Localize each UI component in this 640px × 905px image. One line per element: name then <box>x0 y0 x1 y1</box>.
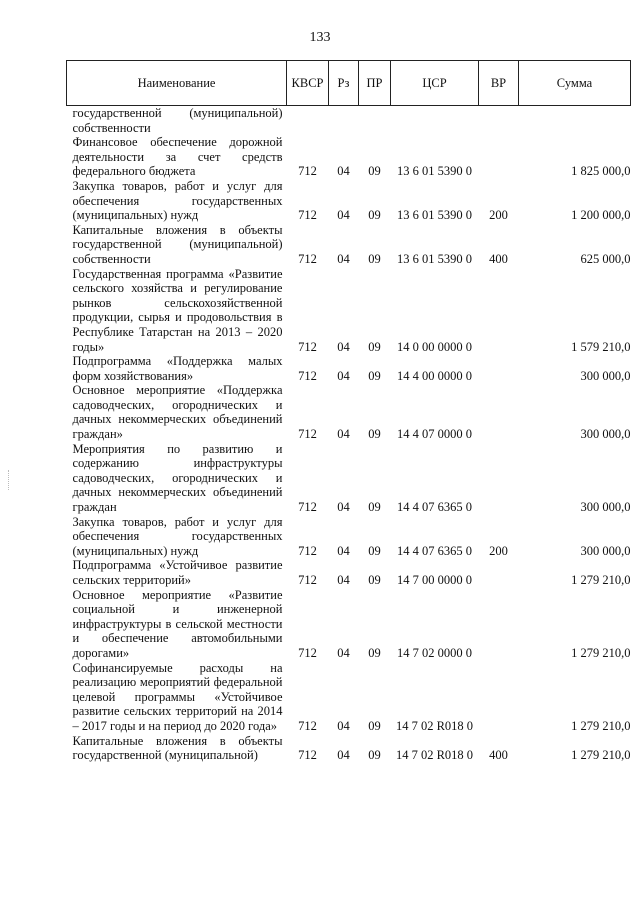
cell-rz: 04 <box>337 718 350 733</box>
cell-pr: 09 <box>368 368 381 383</box>
cell-csr: 14 4 07 0000 0 <box>397 427 472 442</box>
cell-rz: 04 <box>337 573 350 587</box>
cell-vr: 400 <box>489 251 508 266</box>
table-header <box>67 61 631 106</box>
cell-rz: 04 <box>337 339 350 354</box>
cell-name: Финансовое обеспечение дорожной деятельности за счет средств федерального бюджета <box>72 135 283 179</box>
cell-csr: 13 6 01 5390 0 <box>397 208 472 223</box>
cell-csr: 13 6 01 5390 0 <box>397 164 472 179</box>
cell-csr: 14 4 07 6365 0 <box>397 543 472 558</box>
cell-sum: 300 000,0 <box>580 368 631 383</box>
cell-kvsr: 712 <box>298 164 317 179</box>
cell-rz: 04 <box>337 748 350 763</box>
cell-csr: 14 4 00 0000 0 <box>397 368 472 383</box>
page-number: 133 <box>309 30 331 45</box>
cell-rz: 04 <box>337 164 350 179</box>
table-row <box>67 223 631 267</box>
table-row <box>67 106 631 136</box>
budget-table <box>66 60 631 763</box>
cell-vr <box>479 106 519 136</box>
cell-rz: 04 <box>337 427 350 442</box>
cell-kvsr: 712 <box>298 645 317 660</box>
cell-rz: 04 <box>337 368 350 383</box>
cell-sum <box>519 106 631 136</box>
cell-vr <box>479 558 519 587</box>
cell-vr <box>479 588 519 661</box>
cell-vr <box>479 442 519 515</box>
cell-csr: 14 7 02 0000 0 <box>397 645 472 660</box>
cell-name: Основное мероприятие «Развитие социальной и инженерной инфраструктуры в сельской местности и обеспечение автомобильными дорогами» <box>72 587 283 660</box>
cell-sum: 1 279 210,0 <box>571 645 631 660</box>
cell-vr <box>479 267 519 355</box>
cell-name: Подпрограмма «Поддержка малых форм хозяйствования» <box>72 354 283 383</box>
cell-sum: 300 000,0 <box>580 427 631 442</box>
cell-csr: 14 7 00 0000 0 <box>397 573 472 587</box>
cell-kvsr: 712 <box>298 748 317 763</box>
cell-pr: 09 <box>368 718 381 733</box>
cell-name: Государственная программа «Развитие сельского хозяйства и регулирование рынков сельскохозяйственной продукции, сырья и продовольствия в Республике Татарстан на 2013 – 2020 годы» <box>72 266 283 354</box>
cell-sum: 1 825 000,0 <box>571 164 631 179</box>
cell-pr <box>359 106 391 136</box>
cell-vr: 200 <box>489 543 508 558</box>
table-row <box>67 383 631 441</box>
cell-rz: 04 <box>337 543 350 558</box>
cell-kvsr: 712 <box>298 339 317 354</box>
cell-pr: 09 <box>368 748 381 763</box>
cell-csr: 14 7 02 R018 0 <box>395 718 474 733</box>
cell-vr <box>479 135 519 179</box>
cell-pr: 09 <box>368 573 381 587</box>
cell-kvsr: 712 <box>298 573 317 587</box>
table-row <box>67 558 631 587</box>
cell-name: Основное мероприятие «Поддержка садоводческих, огороднических и дачных некоммерческих объединений граждан» <box>72 383 283 442</box>
cell-pr: 09 <box>368 543 381 558</box>
cell-name: Закупка товаров, работ и услуг для обеспечения государственных (муниципальных) нужд <box>72 178 283 223</box>
cell-pr: 09 <box>368 427 381 442</box>
cell-vr <box>479 383 519 441</box>
cell-rz: 04 <box>337 208 350 223</box>
cell-rz: 04 <box>337 251 350 266</box>
cell-sum: 1 579 210,0 <box>571 339 631 354</box>
cell-vr: 400 <box>489 748 508 763</box>
cell-name: Подпрограмма «Устойчивое развитие сельских территорий» <box>72 558 283 587</box>
cell-csr: 13 6 01 5390 0 <box>397 251 472 266</box>
header-kvsr: КВСР <box>287 61 329 106</box>
cell-sum: 1 200 000,0 <box>571 208 631 223</box>
cell-pr: 09 <box>368 251 381 266</box>
cell-pr: 09 <box>368 645 381 660</box>
table-row <box>67 179 631 223</box>
cell-vr: 200 <box>489 208 508 223</box>
cell-csr: 14 0 00 0000 0 <box>397 339 472 354</box>
cell-pr: 09 <box>368 164 381 179</box>
cell-sum: 625 000,0 <box>580 251 631 266</box>
cell-kvsr: 712 <box>298 543 317 558</box>
table-row <box>67 267 631 355</box>
cell-pr: 09 <box>368 208 381 223</box>
cell-rz: 04 <box>337 500 350 515</box>
table-row <box>67 661 631 734</box>
table-row <box>67 515 631 559</box>
table-row <box>67 135 631 179</box>
cell-kvsr: 712 <box>298 500 317 515</box>
scan-margin-mark <box>8 470 10 490</box>
cell-sum: 300 000,0 <box>580 543 631 558</box>
cell-name: Софинансируемые расходы на реализацию мероприятий федеральной целевой программы «Устойчивое развитие сельских территорий на 2014 – 2017 годы и на период до 2020 года» <box>72 660 283 733</box>
cell-name: Мероприятия по развитию и содержанию инфраструктуры садоводческих, огороднических и дачных некоммерческих объединений граждан <box>72 441 283 515</box>
cell-name: Капитальные вложения в объекты государственной (муниципальной) <box>72 733 283 763</box>
table-row <box>67 442 631 515</box>
cell-name: государственной (муниципальной) собственности <box>72 106 283 135</box>
cell-csr <box>391 106 479 136</box>
cell-kvsr: 712 <box>298 427 317 442</box>
cell-sum: 1 279 210,0 <box>571 748 631 763</box>
cell-rz: 04 <box>337 645 350 660</box>
cell-sum: 1 279 210,0 <box>571 718 631 733</box>
cell-vr <box>479 354 519 383</box>
header-sum: Сумма <box>519 61 631 106</box>
cell-kvsr: 712 <box>298 718 317 733</box>
cell-pr: 09 <box>368 339 381 354</box>
cell-vr <box>479 661 519 734</box>
table-row <box>67 734 631 763</box>
cell-rz <box>329 106 359 136</box>
header-name: Наименование <box>67 61 287 106</box>
cell-kvsr: 712 <box>298 251 317 266</box>
cell-kvsr: 712 <box>298 368 317 383</box>
table-row <box>67 588 631 661</box>
header-pr: ПР <box>359 61 391 106</box>
header-rz: Рз <box>329 61 359 106</box>
cell-sum: 1 279 210,0 <box>571 573 631 587</box>
header-vr: ВР <box>479 61 519 106</box>
cell-kvsr <box>287 106 329 136</box>
cell-csr: 14 4 07 6365 0 <box>397 500 472 515</box>
cell-name: Капитальные вложения в объекты государственной (муниципальной) собственности <box>72 222 283 266</box>
cell-name: Закупка товаров, работ и услуг для обеспечения государственных (муниципальных) нужд <box>72 514 283 558</box>
cell-pr: 09 <box>368 500 381 515</box>
cell-csr: 14 7 02 R018 0 <box>395 748 474 763</box>
header-csr: ЦСР <box>391 61 479 106</box>
table-row <box>67 354 631 383</box>
cell-kvsr: 712 <box>298 208 317 223</box>
table-body <box>67 106 631 763</box>
cell-sum: 300 000,0 <box>580 500 631 515</box>
